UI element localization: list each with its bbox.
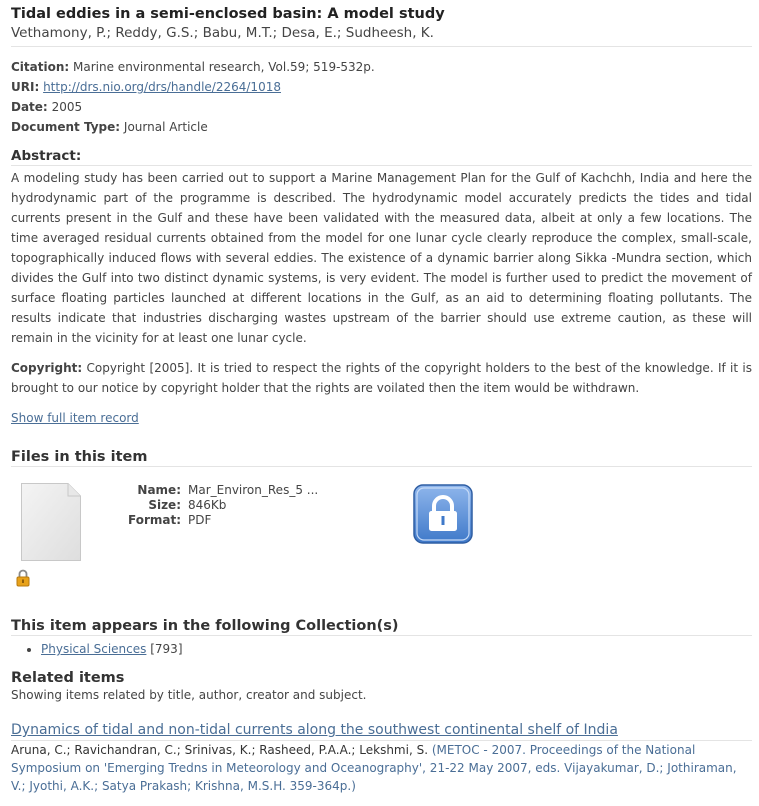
related-item-title-link[interactable]: Dynamics of tidal and non-tidal currents along the southwest continental shelf of India [11, 721, 752, 741]
citation-value: Marine environmental research, Vol.59; 519-532p. [73, 60, 375, 74]
copyright-label: Copyright: [11, 361, 83, 375]
file-name-row [121, 483, 318, 498]
date-row [11, 97, 752, 117]
document-type-label: Document Type: [11, 120, 121, 134]
collection-link[interactable]: Physical Sciences [41, 642, 147, 656]
file-metadata [121, 483, 318, 528]
file-name-label: Name: [137, 483, 181, 497]
file-name-value: Mar_Environ_Res_5 ... [188, 483, 319, 497]
padlock-access-icon[interactable] [413, 484, 473, 544]
related-item-authors: Aruna, C.; Ravichandran, C.; Srinivas, K.; Rasheed, P.A.A.; Lekshmi, S. [11, 743, 429, 757]
abstract-heading: Abstract: [11, 147, 752, 166]
copyright-text: Copyright [2005]. It is tried to respect the rights of the copyright holders to the best of the knowledge. If it is brought to our notice by copyright holder that the rights are voilated then the item would be withdrawn. [11, 361, 752, 395]
abstract-text: A modeling study has been carried out to support a Marine Management Plan for the Gulf of Kachchh, India and here the hydrodynamic part of the programme is described. The hydrodynamic model accurately predicts the tides and tidal currents present in the Gulf and these have been validated with the measured data, albeit at only a few locations. The time averaged residual currents obtained from the model for one lunar cycle clearly reproduce the complex, small-scale, topographically induced flows with several eddies. The existence of a dynamic barrier along Sikka -Mundra section, which divides the Gulf into two distinct dynamic systems, is very evident. The model is further used to predict the movement of surface floating particles launched at different locations in the Gulf, as an aid to determining floating pollutants. The results indicate that industries discharging wastes upstream of the barrier should use extreme caution, as these will remain in the vicinity for at least one lunar cycle. [11, 171, 752, 345]
file-format-row [121, 513, 318, 528]
collection-item [41, 639, 752, 659]
related-item-publication: (METOC - 2007. Proceedings of the National Symposium on 'Emerging Tredns in Meteorology and Oceanography', 21-22 May 2007, eds. Vijayakumar, D.; Jothiraman, V.; Jyothi, A.K.; Satya Prakash; Krishna, M.S.H. 359-364p.) [11, 743, 737, 793]
file-size-label: Size: [148, 498, 181, 512]
related-item-description [11, 741, 752, 795]
date-value: 2005 [51, 100, 83, 114]
citation-label: Citation: [11, 60, 70, 74]
date-label: Date: [11, 100, 48, 114]
show-full-record-link[interactable]: Show full item record [11, 411, 139, 425]
collections-heading: This item appears in the following Collection(s) [11, 617, 752, 636]
item-title: Tidal eddies in a semi-enclosed basin: A model study [11, 6, 445, 22]
file-size-row [121, 498, 318, 513]
file-entry [11, 467, 752, 617]
uri-link[interactable]: http://drs.nio.org/drs/handle/2264/1018 [43, 80, 281, 94]
item-page [0, 6, 759, 795]
collections-list [11, 639, 752, 659]
document-type-value: Journal Article [123, 120, 208, 134]
file-format-value: PDF [188, 513, 212, 527]
uri-label: URI: [11, 80, 40, 94]
file-format-label: Format: [127, 513, 181, 527]
file-size-value: 846Kb [188, 498, 227, 512]
uri-row [11, 77, 752, 97]
citation-row [11, 57, 752, 77]
document-icon[interactable] [21, 483, 81, 561]
files-heading: Files in this item [11, 448, 752, 467]
document-type-row [11, 117, 752, 137]
related-heading: Related items [11, 670, 125, 686]
lock-icon [16, 569, 30, 587]
item-metadata [11, 57, 752, 137]
related-subheading: Showing items related by title, author, creator and subject. [11, 688, 367, 702]
item-authors: Vethamony, P.; Reddy, G.S.; Babu, M.T.; Desa, E.; Sudheesh, K. [11, 23, 752, 47]
related-item [11, 721, 752, 795]
collection-count: [793] [150, 642, 183, 656]
copyright-block [11, 358, 752, 398]
